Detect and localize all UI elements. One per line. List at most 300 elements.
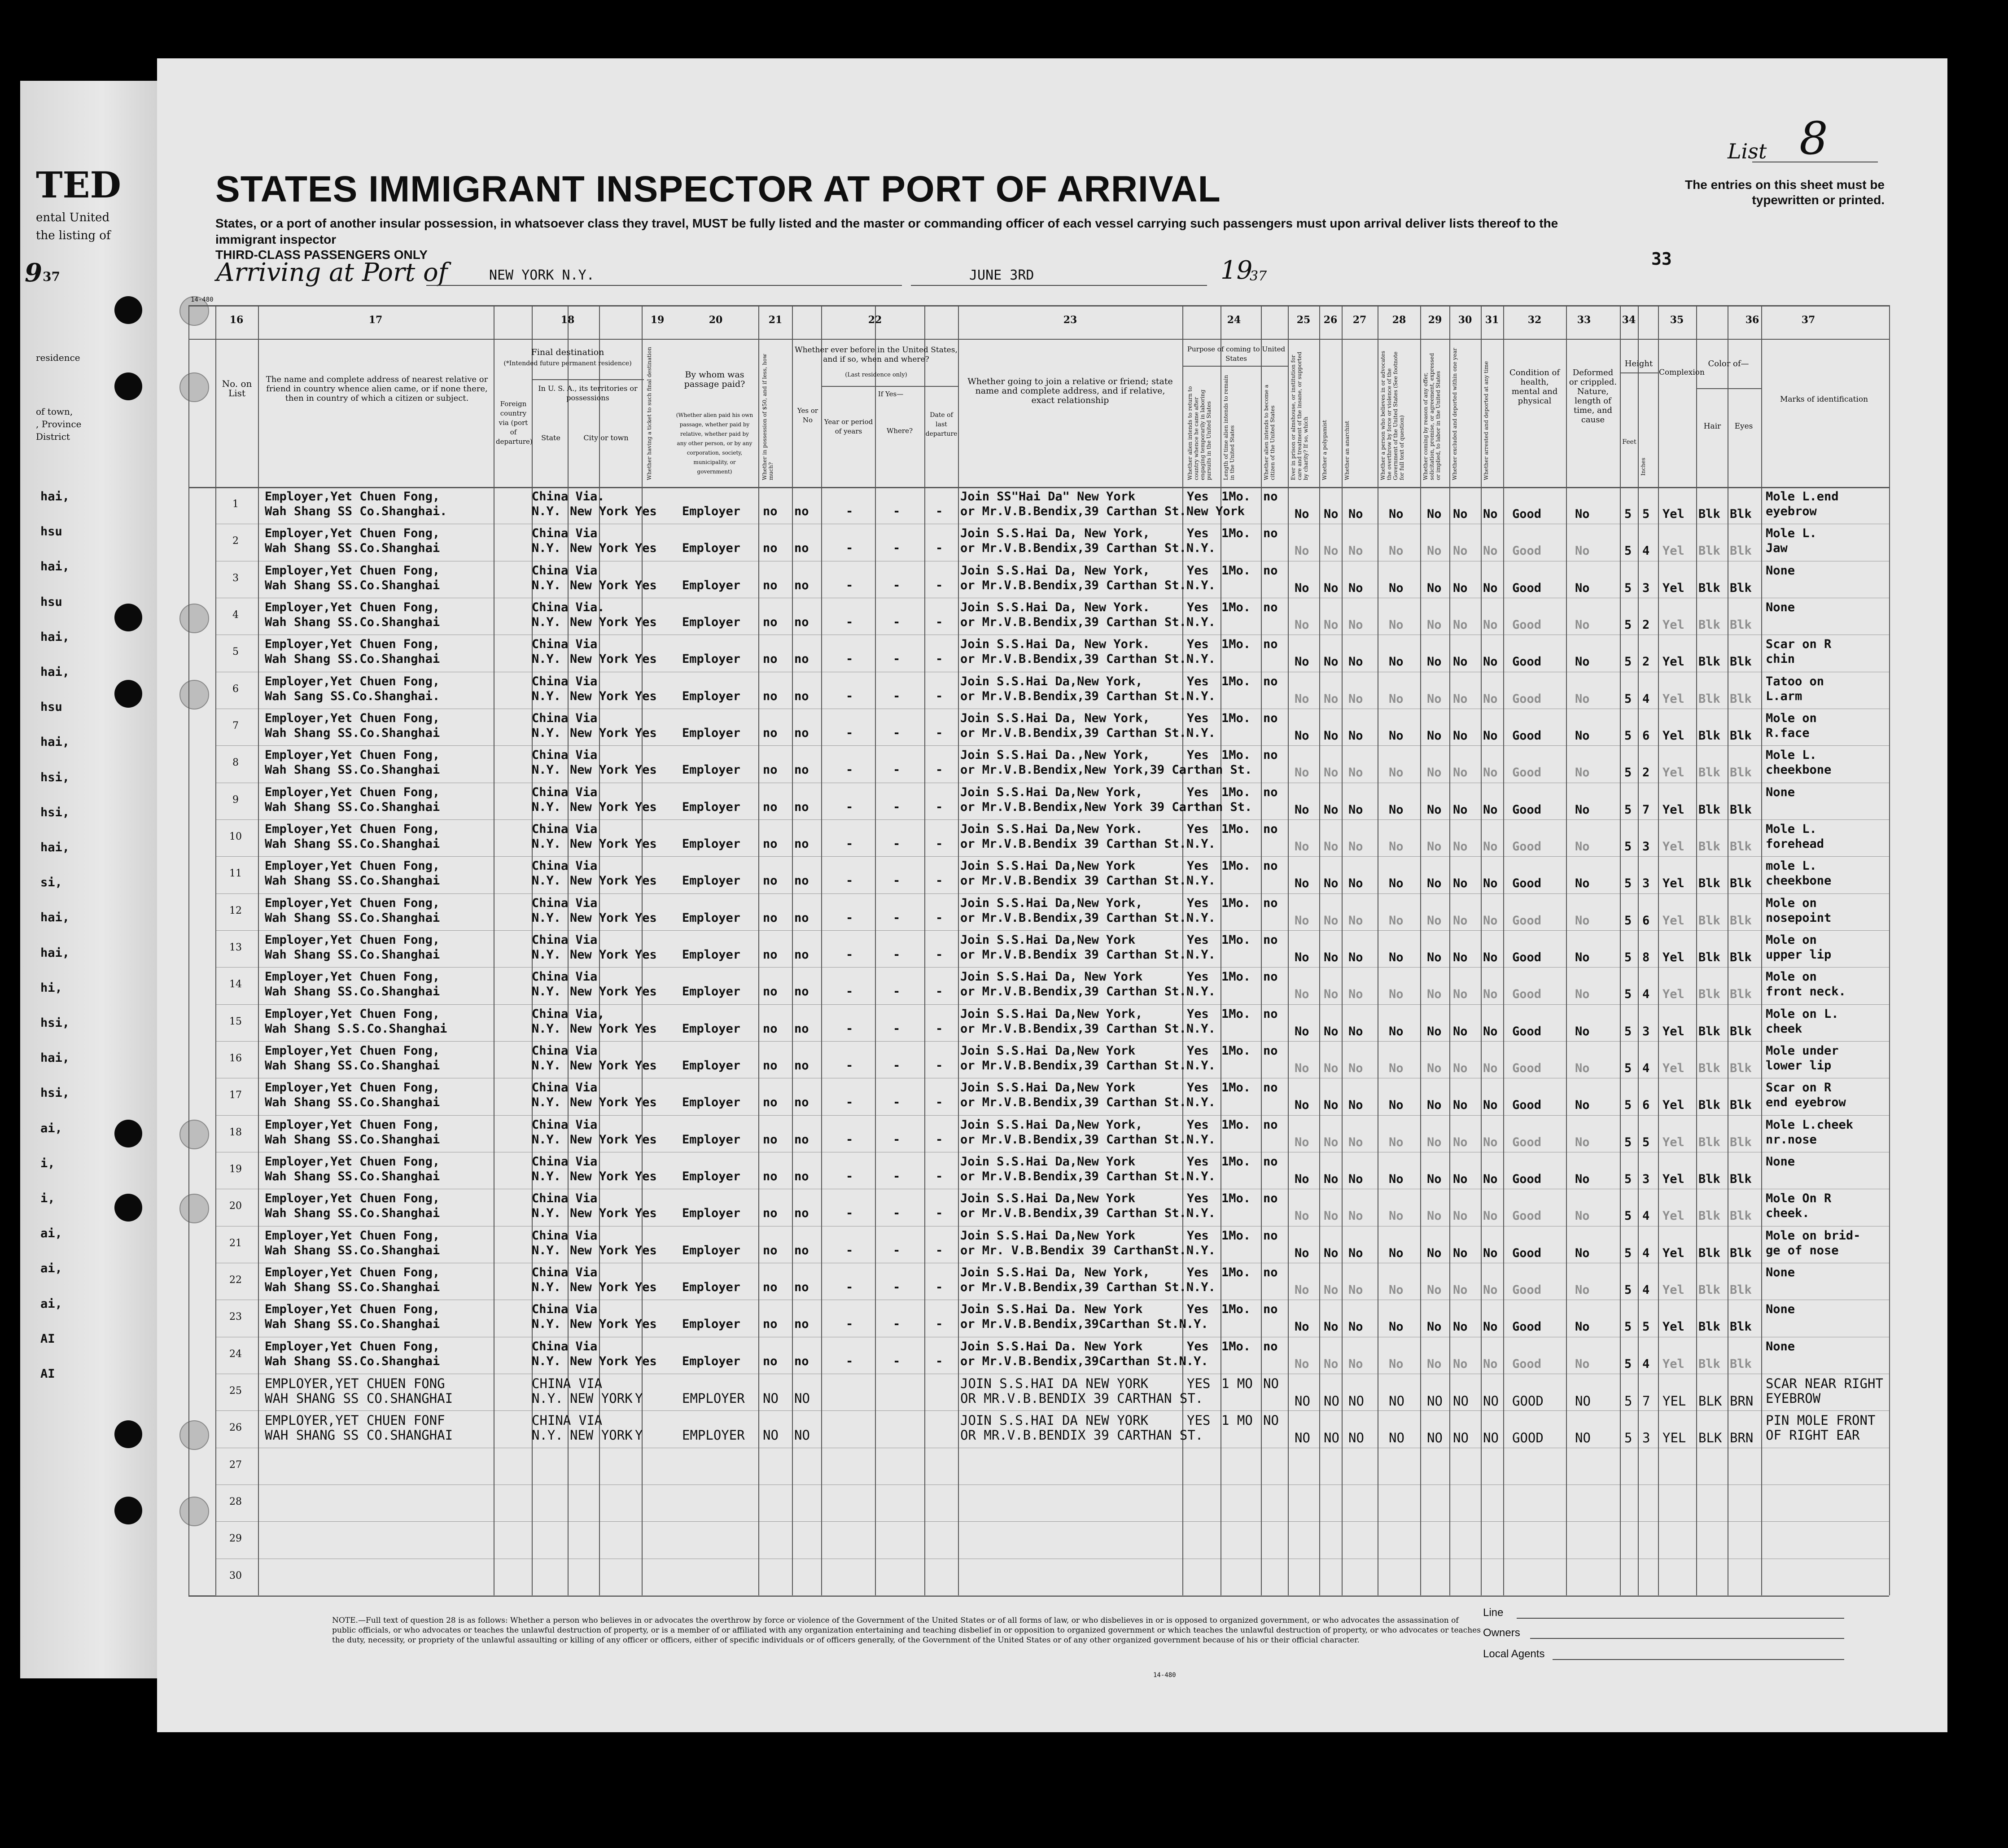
previous-where: - bbox=[893, 800, 901, 814]
destination-foreign: China Via bbox=[532, 563, 598, 578]
arrested-deported: No bbox=[1483, 913, 1498, 928]
relative-name: Employer,Yet Chuen Fong, bbox=[265, 1081, 440, 1095]
left-residence-fragment: ai, bbox=[40, 1121, 62, 1135]
excluded-deported: NO bbox=[1453, 1393, 1469, 1409]
relative-address: Wah Shang SS.Co.Shanghai bbox=[265, 948, 440, 962]
join-relative: Join S.S.Hai Da, New York. bbox=[960, 637, 1150, 652]
length-of-stay: 1 MO bbox=[1221, 1376, 1253, 1391]
previous-departure: - bbox=[936, 689, 943, 703]
destination-foreign: China Via bbox=[532, 785, 598, 799]
length-of-stay: 1Mo. bbox=[1221, 600, 1251, 614]
destination-state: N.Y. bbox=[532, 1391, 563, 1406]
height-feet: 5 bbox=[1624, 876, 1632, 891]
anarchist: No bbox=[1348, 544, 1363, 558]
previous-visit: no bbox=[794, 837, 809, 851]
previous-years: - bbox=[846, 1169, 853, 1183]
excluded-deported: No bbox=[1453, 1357, 1468, 1371]
intends-citizen: no bbox=[1263, 896, 1278, 910]
polygamist: NO bbox=[1324, 1430, 1339, 1446]
form-title: STATES IMMIGRANT INSPECTOR AT PORT OF ARRIVAL bbox=[215, 169, 1221, 210]
height-inches: 5 bbox=[1642, 1320, 1650, 1334]
intends-return: Yes bbox=[1187, 1007, 1209, 1021]
prison-or-charity: No bbox=[1295, 1172, 1309, 1186]
height-inches: 5 bbox=[1642, 1135, 1650, 1149]
destination-foreign: China Via bbox=[532, 859, 598, 873]
passage-paid-by: Employer bbox=[682, 1132, 741, 1147]
polygamist: No bbox=[1324, 692, 1339, 706]
column-number: 24 bbox=[1227, 314, 1241, 326]
punch-hole bbox=[179, 1420, 209, 1450]
identification-mark: PIN MOLE FRONT bbox=[1766, 1413, 1876, 1428]
complexion: Yel bbox=[1662, 987, 1684, 1002]
destination-state: N.Y. bbox=[532, 874, 561, 888]
grid-colnum-line bbox=[188, 339, 1889, 340]
punch-hole bbox=[179, 1194, 209, 1223]
col20-header: By whom was passage paid? bbox=[684, 370, 745, 389]
length-of-stay: 1Mo. bbox=[1221, 563, 1251, 578]
punch-hole bbox=[114, 1497, 142, 1524]
health-condition: Good bbox=[1512, 876, 1542, 891]
join-address: or Mr.V.B.Bendix,39 Carthan St.N.Y. bbox=[960, 726, 1216, 740]
relative-address: Wah Shang SS.Co.Shanghai bbox=[265, 1354, 440, 1368]
overthrow-belief: No bbox=[1389, 1098, 1404, 1112]
overthrow-belief: No bbox=[1389, 1246, 1404, 1260]
eye-color: Blk bbox=[1730, 840, 1752, 854]
intends-return: Yes bbox=[1187, 563, 1209, 578]
destination-foreign: China Via bbox=[532, 526, 598, 541]
money-possession: no bbox=[763, 763, 778, 777]
height-feet: 5 bbox=[1624, 1320, 1632, 1334]
col34-inches: Inches bbox=[1640, 457, 1646, 476]
prison-or-charity: No bbox=[1295, 729, 1309, 743]
destination-state: N.Y. bbox=[532, 1280, 561, 1294]
height-inches: 4 bbox=[1642, 1209, 1650, 1223]
intends-citizen: no bbox=[1263, 674, 1278, 688]
join-relative: Join S.S.Hai Da,New York, bbox=[960, 896, 1143, 910]
left-col-header: residence bbox=[36, 352, 80, 363]
height-inches: 4 bbox=[1642, 544, 1650, 558]
destination-foreign: China Via bbox=[532, 1191, 598, 1206]
height-inches: 6 bbox=[1642, 913, 1650, 928]
intends-return: Yes bbox=[1187, 1339, 1209, 1353]
labor-contract: No bbox=[1427, 950, 1442, 964]
col24a-header: Whether alien intends to return to country whence he came after engaging temporarily in laboring pursuits in the United States bbox=[1187, 386, 1212, 480]
column-line bbox=[758, 305, 759, 1595]
ticket-to-destination: Yes bbox=[635, 1206, 657, 1221]
col18-split bbox=[532, 379, 644, 380]
money-possession: no bbox=[763, 615, 778, 629]
destination-city: New York bbox=[570, 1243, 629, 1257]
height-feet: 5 bbox=[1624, 987, 1632, 1002]
passage-paid-by: Employer bbox=[682, 652, 741, 666]
col30-header: Whether excluded and deported within one year bbox=[1452, 348, 1458, 480]
row-number: 10 bbox=[229, 831, 242, 842]
polygamist: No bbox=[1324, 544, 1339, 558]
height-feet: 5 bbox=[1624, 840, 1632, 854]
previous-where: - bbox=[893, 985, 901, 999]
previous-visit: no bbox=[794, 541, 809, 556]
identification-mark-cont: nosepoint bbox=[1766, 911, 1832, 925]
destination-foreign: China Via, bbox=[532, 1007, 605, 1021]
deformity: No bbox=[1575, 802, 1590, 817]
identification-mark-cont: lower lip bbox=[1766, 1059, 1832, 1073]
deformity: No bbox=[1575, 1209, 1590, 1223]
hair-color: Blk bbox=[1698, 692, 1720, 706]
identification-mark-cont: EYEBROW bbox=[1766, 1391, 1821, 1406]
relative-address: Wah Shang SS.Co.Shanghai bbox=[265, 1132, 440, 1147]
ticket-to-destination: Yes bbox=[635, 1280, 657, 1294]
row-number: 29 bbox=[229, 1533, 242, 1545]
intends-citizen: no bbox=[1263, 490, 1278, 504]
row-line bbox=[215, 1595, 1889, 1596]
prison-or-charity: No bbox=[1295, 1357, 1309, 1371]
prison-or-charity: NO bbox=[1295, 1393, 1310, 1409]
overthrow-belief: No bbox=[1389, 766, 1404, 780]
eye-color: Blk bbox=[1730, 692, 1752, 706]
join-address: or Mr.V.B.Bendix,39Carthan St.N.Y. bbox=[960, 1354, 1208, 1368]
instructions-text: States, or a port of another insular possession, in whatsoever class they travel, MUST be fully listed and the master or commanding officer of each vessel carrying such passengers must upon arrival deliver lists thereof to the immigrant inspector bbox=[215, 216, 1558, 246]
complexion: Yel bbox=[1662, 581, 1684, 595]
length-of-stay: 1Mo. bbox=[1221, 1302, 1251, 1317]
eye-color: Blk bbox=[1730, 655, 1752, 669]
anarchist: No bbox=[1348, 692, 1363, 706]
excluded-deported: No bbox=[1453, 581, 1468, 595]
left-line-fragment: the listing of bbox=[36, 229, 111, 242]
hair-color: Blk bbox=[1698, 1357, 1720, 1371]
identification-mark: Scar on R bbox=[1766, 637, 1832, 652]
previous-where: - bbox=[893, 911, 901, 925]
identification-mark-cont: ge of nose bbox=[1766, 1243, 1839, 1257]
arrested-deported: No bbox=[1483, 618, 1498, 632]
passage-paid-by: Employer bbox=[682, 1169, 741, 1183]
arrested-deported: No bbox=[1483, 1172, 1498, 1186]
previous-where: - bbox=[893, 689, 901, 703]
arrested-deported: No bbox=[1483, 692, 1498, 706]
row-number: 21 bbox=[229, 1237, 242, 1249]
anarchist: No bbox=[1348, 1283, 1363, 1297]
labor-contract: No bbox=[1427, 1024, 1442, 1038]
ticket-to-destination: Yes bbox=[635, 541, 657, 556]
anarchist: No bbox=[1348, 1320, 1363, 1334]
column-line bbox=[958, 305, 959, 1595]
previous-years: - bbox=[846, 1280, 853, 1294]
relative-address: Wah Sang SS.Co.Shanghai. bbox=[265, 689, 440, 703]
relative-name: EMPLOYER,YET CHUEN FONF bbox=[265, 1413, 445, 1428]
money-possession: no bbox=[763, 1021, 778, 1036]
identification-mark: SCAR NEAR RIGHT bbox=[1766, 1376, 1883, 1391]
prison-or-charity: No bbox=[1295, 840, 1309, 854]
overthrow-belief: No bbox=[1389, 1357, 1404, 1371]
previous-departure: - bbox=[936, 504, 943, 518]
height-feet: 5 bbox=[1624, 1172, 1632, 1186]
polygamist: No bbox=[1324, 876, 1339, 891]
polygamist: No bbox=[1324, 1172, 1339, 1186]
col18-usa: In U. S. A., its territories or possessions bbox=[538, 384, 638, 402]
overthrow-belief: No bbox=[1389, 950, 1404, 964]
join-address: or Mr.V.B.Bendix,39 Carthan St.N.Y. bbox=[960, 541, 1216, 556]
health-condition: Good bbox=[1512, 802, 1542, 817]
height-inches: 3 bbox=[1642, 581, 1650, 595]
identification-mark: Tatoo on bbox=[1766, 674, 1824, 688]
health-condition: Good bbox=[1512, 1209, 1542, 1223]
arrested-deported: No bbox=[1483, 876, 1498, 891]
destination-state: N.Y. bbox=[532, 911, 561, 925]
ticket-to-destination: Yes bbox=[635, 874, 657, 888]
previous-departure: - bbox=[936, 1059, 943, 1073]
labor-contract: No bbox=[1427, 1246, 1442, 1260]
polygamist: No bbox=[1324, 1209, 1339, 1223]
identification-mark: Mole On R bbox=[1766, 1191, 1832, 1206]
destination-city: New York bbox=[570, 615, 629, 629]
col17-header: The name and complete address of nearest relative or friend in country whence alien came, or if none there, then in country of which a citizen or subject. bbox=[266, 375, 488, 403]
labor-contract: No bbox=[1427, 1283, 1442, 1297]
money-possession: no bbox=[763, 837, 778, 851]
anarchist: NO bbox=[1348, 1430, 1364, 1446]
column-number: 25 bbox=[1296, 314, 1311, 326]
height-feet: 5 bbox=[1624, 1357, 1632, 1371]
manifest-sheet bbox=[157, 58, 1947, 1732]
destination-foreign: China Via bbox=[532, 933, 598, 947]
previous-departure: - bbox=[936, 1280, 943, 1294]
hair-color: Blk bbox=[1698, 1024, 1720, 1038]
previous-where: - bbox=[893, 948, 901, 962]
anarchist: No bbox=[1348, 987, 1363, 1002]
intends-return: Yes bbox=[1187, 970, 1209, 984]
relative-address: Wah Shang SS.Co.Shanghai bbox=[265, 1169, 440, 1183]
previous-years: - bbox=[846, 1243, 853, 1257]
labor-contract: No bbox=[1427, 544, 1442, 558]
height-inches: 3 bbox=[1642, 1172, 1650, 1186]
excluded-deported: No bbox=[1453, 655, 1468, 669]
col35-header: Complexion bbox=[1659, 368, 1705, 377]
row-number: 13 bbox=[229, 942, 242, 953]
previous-years: - bbox=[846, 689, 853, 703]
deformity: No bbox=[1575, 581, 1590, 595]
hair-color: Blk bbox=[1698, 507, 1720, 521]
intends-citizen: no bbox=[1263, 1155, 1278, 1169]
previous-departure: - bbox=[936, 1243, 943, 1257]
destination-foreign: China Via bbox=[532, 1339, 598, 1353]
join-address: or Mr.V.B.Bendix,39 Carthan St.N.Y. bbox=[960, 615, 1216, 629]
relative-name: Employer,Yet Chuen Fong, bbox=[265, 785, 440, 799]
previous-departure: - bbox=[936, 1169, 943, 1183]
excluded-deported: No bbox=[1453, 1098, 1468, 1112]
identification-mark-cont: Jaw bbox=[1766, 541, 1788, 556]
labor-contract: NO bbox=[1427, 1430, 1443, 1446]
labor-contract: No bbox=[1427, 729, 1442, 743]
arrested-deported: No bbox=[1483, 1098, 1498, 1112]
height-feet: 5 bbox=[1624, 655, 1632, 669]
previous-years: - bbox=[846, 652, 853, 666]
arriving-label: Arriving at Port of bbox=[216, 258, 448, 287]
col24c-header: Whether alien intends to become a citizen of the United States bbox=[1263, 385, 1276, 480]
footnote-q28: NOTE.—Full text of question 28 is as follows: Whether a person who believes in or advocates the overthrow by force or violence of the Government of the United States or of all forms of law, or who disbelieves in or is opposed to organized government, or who advocates the assassination of public officials, or who advocates or teaches the unlawful destruction of property, or is a member of or affiliated with any organization entertaining and teaching disbelief in or opposition to organized government or which teaches the unlawful destruction of property, or who advocates or teaches the duty, necessity, or propriety of the unlawful assaulting or killing of any officer or officers, either of specific individuals or of officers generally, of the Government of the United States or of any other organized government because of his or their official character. bbox=[332, 1616, 1481, 1645]
join-relative: Join S.S.Hai Da, New York, bbox=[960, 711, 1150, 725]
destination-state: N.Y. bbox=[532, 541, 561, 556]
destination-city: New York bbox=[570, 763, 629, 777]
punch-hole bbox=[114, 296, 142, 324]
left-residence-fragment: hai, bbox=[40, 841, 70, 854]
year-prefix: 19 bbox=[1221, 256, 1253, 285]
column-line bbox=[1319, 305, 1320, 1595]
col24-split bbox=[1182, 366, 1288, 367]
destination-state: N.Y. bbox=[532, 1169, 561, 1183]
row-number: 8 bbox=[232, 757, 239, 769]
join-address: or Mr.V.B.Bendix,39 Carthan St.N.Y. bbox=[960, 652, 1216, 666]
overthrow-belief: NO bbox=[1389, 1393, 1404, 1409]
relative-address: Wah Shang SS.Co.Shanghai bbox=[265, 911, 440, 925]
relative-name: Employer,Yet Chuen Fong, bbox=[265, 859, 440, 873]
prison-or-charity: No bbox=[1295, 1098, 1309, 1112]
destination-city: New York bbox=[570, 985, 629, 999]
col22-yesno: Yes or No bbox=[797, 407, 818, 424]
polygamist: NO bbox=[1324, 1393, 1339, 1409]
join-relative: Join S.S.Hai Da,New York bbox=[960, 1081, 1136, 1095]
relative-address: Wah Shang SS.Co.Shanghai bbox=[265, 837, 440, 851]
anarchist: No bbox=[1348, 1061, 1363, 1075]
excluded-deported: No bbox=[1453, 1209, 1468, 1223]
date-value: JUNE 3RD bbox=[969, 267, 1034, 283]
complexion: Yel bbox=[1662, 1320, 1684, 1334]
anarchist: No bbox=[1348, 729, 1363, 743]
length-of-stay: 1Mo. bbox=[1221, 711, 1251, 725]
left-residence-fragment: hsu bbox=[40, 525, 62, 539]
identification-mark-cont: cheekbone bbox=[1766, 874, 1832, 888]
intends-citizen: no bbox=[1263, 600, 1278, 614]
left-year-fragment: 9 bbox=[25, 258, 42, 288]
left-residence-fragment: hsi, bbox=[40, 770, 70, 784]
prison-or-charity: No bbox=[1295, 1246, 1309, 1260]
polygamist: No bbox=[1324, 729, 1339, 743]
excluded-deported: No bbox=[1453, 1061, 1468, 1075]
ticket-to-destination: Yes bbox=[635, 726, 657, 740]
punch-hole bbox=[179, 604, 209, 633]
destination-state: N.Y. bbox=[532, 504, 561, 518]
previous-years: - bbox=[846, 1206, 853, 1221]
eye-color: Blk bbox=[1730, 1024, 1752, 1038]
previous-years: - bbox=[846, 726, 853, 740]
deformity: NO bbox=[1575, 1430, 1591, 1446]
previous-where: - bbox=[893, 615, 901, 629]
identification-mark-cont: OF RIGHT EAR bbox=[1766, 1428, 1860, 1443]
relative-address: Wah Shang SS.Co.Shanghai bbox=[265, 1059, 440, 1073]
anarchist: No bbox=[1348, 766, 1363, 780]
excluded-deported: No bbox=[1453, 729, 1468, 743]
left-residence-fragment: AI bbox=[40, 1331, 55, 1346]
overthrow-belief: No bbox=[1389, 618, 1404, 632]
arrested-deported: No bbox=[1483, 766, 1498, 780]
health-condition: Good bbox=[1512, 950, 1542, 964]
intends-return: Yes bbox=[1187, 490, 1209, 504]
join-relative: Join S.S.Hai Da,New York bbox=[960, 1191, 1136, 1206]
polygamist: No bbox=[1324, 1246, 1339, 1260]
relative-address: Wah Shang S.S.Co.Shanghai bbox=[265, 1021, 447, 1036]
hair-color: Blk bbox=[1698, 913, 1720, 928]
complexion: Yel bbox=[1662, 692, 1684, 706]
identification-mark: None bbox=[1766, 785, 1795, 799]
join-address: or Mr.V.B.Bendix 39 Carthan St.N.Y. bbox=[960, 837, 1216, 851]
left-residence-fragment: AI bbox=[40, 1367, 55, 1381]
destination-foreign: China Via bbox=[532, 822, 598, 836]
health-condition: Good bbox=[1512, 840, 1542, 854]
row-number: 2 bbox=[232, 535, 239, 547]
intends-citizen: no bbox=[1263, 822, 1278, 836]
relative-address: Wah Shang SS.Co.Shanghai bbox=[265, 541, 440, 556]
prison-or-charity: No bbox=[1295, 802, 1309, 817]
left-residence-fragment: hsu bbox=[40, 595, 62, 609]
polygamist: No bbox=[1324, 1357, 1339, 1371]
col36-header: Color of— bbox=[1708, 359, 1749, 368]
row-number: 11 bbox=[229, 868, 242, 880]
complexion: Yel bbox=[1662, 913, 1684, 928]
passage-paid-by: Employer bbox=[682, 837, 741, 851]
previous-visit: no bbox=[794, 763, 809, 777]
join-relative: Join S.S.Hai Da.,New York, bbox=[960, 748, 1150, 762]
passage-paid-by: Employer bbox=[682, 615, 741, 629]
hair-color: Blk bbox=[1698, 950, 1720, 964]
money-possession: no bbox=[763, 726, 778, 740]
previous-departure: - bbox=[936, 615, 943, 629]
left-residence-fragment: si, bbox=[40, 876, 62, 890]
destination-foreign: China Via bbox=[532, 674, 598, 688]
previous-visit: no bbox=[794, 1317, 809, 1331]
identification-mark: None bbox=[1766, 1155, 1795, 1169]
passage-paid-by: EMPLOYER bbox=[682, 1391, 745, 1406]
previous-visit: no bbox=[794, 1169, 809, 1183]
identification-mark: Mole on bbox=[1766, 933, 1817, 947]
ticket-to-destination: Yes bbox=[635, 578, 657, 592]
previous-where: - bbox=[893, 1059, 901, 1073]
ticket-to-destination: Yes bbox=[635, 615, 657, 629]
row-number: 3 bbox=[232, 572, 239, 584]
labor-contract: No bbox=[1427, 840, 1442, 854]
relative-address: Wah Shang SS.Co.Shanghai bbox=[265, 578, 440, 592]
destination-foreign: China Via. bbox=[532, 490, 605, 504]
anarchist: No bbox=[1348, 1357, 1363, 1371]
join-address: or Mr.V.B.Bendix,39 Carthan St.N.Y. bbox=[960, 1132, 1216, 1147]
date-underline bbox=[911, 285, 1207, 286]
hair-color: Blk bbox=[1698, 618, 1720, 632]
column-line bbox=[258, 305, 259, 1595]
ticket-to-destination: Y bbox=[635, 1391, 643, 1406]
identification-mark: Mole on bbox=[1766, 896, 1817, 910]
destination-foreign: China Via bbox=[532, 970, 598, 984]
col21-header: Whether in possession of $50, and if less, how much? bbox=[761, 354, 774, 480]
destination-state: N.Y. bbox=[532, 800, 561, 814]
eye-color: Blk bbox=[1730, 544, 1752, 558]
overthrow-belief: No bbox=[1389, 507, 1404, 521]
health-condition: Good bbox=[1512, 1357, 1542, 1371]
excluded-deported: No bbox=[1453, 692, 1468, 706]
row-number: 22 bbox=[229, 1274, 242, 1286]
col32-header: Condition of health, mental and physical bbox=[1509, 368, 1560, 406]
owners-underline bbox=[1530, 1638, 1844, 1639]
prison-or-charity: No bbox=[1295, 1283, 1309, 1297]
complexion: Yel bbox=[1662, 840, 1684, 854]
prison-or-charity: No bbox=[1295, 507, 1309, 521]
eye-color: Blk bbox=[1730, 1209, 1752, 1223]
labor-contract: No bbox=[1427, 1061, 1442, 1075]
labor-contract: No bbox=[1427, 1357, 1442, 1371]
hair-color: Blk bbox=[1698, 655, 1720, 669]
column-number: 20 bbox=[709, 314, 723, 326]
identification-mark-cont: front neck. bbox=[1766, 985, 1846, 999]
hair-color: Blk bbox=[1698, 1246, 1720, 1260]
eye-color: Blk bbox=[1730, 1283, 1752, 1297]
eye-color: Blk bbox=[1730, 729, 1752, 743]
join-relative: Join S.S.Hai Da,New York bbox=[960, 1155, 1136, 1169]
money-possession: no bbox=[763, 578, 778, 592]
